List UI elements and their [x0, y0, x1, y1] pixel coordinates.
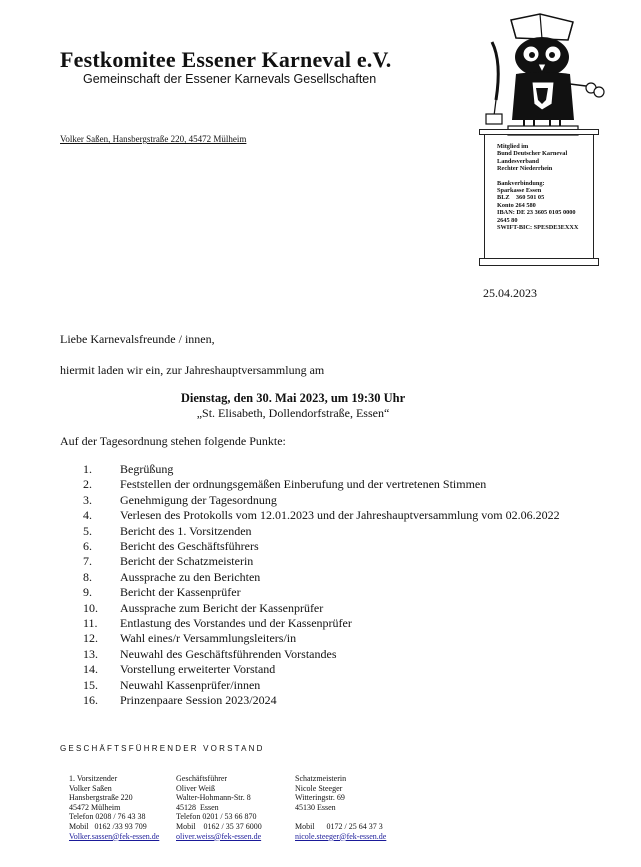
member-line: Mitglied im [497, 143, 529, 150]
agenda-item-text: Wahl eines/r Versammlungsleiters/in [120, 631, 297, 646]
agenda-item-number: 12. [83, 631, 98, 646]
agenda-item [83, 570, 560, 585]
member-name: Nicole Steeger [295, 783, 343, 793]
member-line: Rechter Niederrhein [497, 165, 553, 173]
member-city: 45472 Mülheim [69, 802, 121, 812]
event-date: Dienstag, den 30. Mai 2023, um 19:30 Uhr [180, 391, 406, 405]
member-line: Bund Deutscher Karneval [497, 150, 568, 158]
agenda-item-number: 8. [83, 569, 92, 584]
event-location: „St. Elisabeth, Dollendorfstraße, Essen“ [196, 406, 390, 420]
agenda-item-number: 11. [83, 616, 98, 631]
agenda-item [83, 524, 560, 539]
agenda-item-text: Bericht des Geschäftsführers [120, 539, 259, 554]
association-info-pillar [484, 133, 594, 263]
letterhead-title: Festkomitee Essener Karneval e.V. [60, 47, 392, 72]
agenda-item-text: Bericht des 1. Vorsitzenden [120, 523, 252, 538]
agenda-item [83, 508, 560, 523]
member-email-link[interactable]: oliver.weiss@fek-essen.de [176, 831, 262, 841]
board-member-chair [69, 774, 159, 841]
member-phone: Telefon 0208 / 76 43 38 [69, 812, 146, 822]
member-role: Geschäftsführer [176, 774, 228, 783]
agenda-item-text: Aussprache zu den Berichten [120, 569, 261, 584]
agenda-item-number: 16. [83, 693, 98, 708]
member-name: Volker Saßen [69, 783, 112, 793]
agenda-item [83, 539, 560, 554]
agenda-item-text: Bericht der Schatzmeisterin [120, 554, 254, 569]
agenda-item-number: 5. [83, 523, 92, 538]
agenda-item-text: Genehmigung der Tagesordnung [120, 492, 277, 507]
agenda-item-text: Bericht der Kassenprüfer [120, 585, 241, 600]
agenda-item-text: Vorstellung erweiterter Vorstand [120, 662, 276, 677]
member-email-link[interactable]: Volker.sassen@fek-essen.de [69, 831, 160, 841]
agenda-item-number: 13. [83, 646, 98, 661]
agenda-intro: Auf der Tagesordnung stehen folgende Punkte: [60, 434, 286, 448]
member-city: 45130 Essen [295, 802, 336, 812]
agenda-item [83, 631, 560, 646]
letterhead-subtitle: Gemeinschaft der Essener Karnevals Gesellschaften [83, 72, 377, 86]
member-street: Witteringstr. 69 [295, 793, 345, 803]
member-mobile: Mobil 0162 /33 93 709 [69, 821, 147, 831]
agenda-item-number: 10. [83, 600, 98, 615]
member-role: 1. Vorsitzender [69, 774, 118, 783]
agenda-item [83, 462, 560, 477]
agenda-item [83, 616, 560, 631]
member-phone [295, 812, 386, 822]
agenda-item-number: 9. [83, 585, 92, 600]
board-member-manager [176, 774, 262, 841]
agenda-item-text: Aussprache zum Bericht der Kassenprüfer [120, 600, 324, 615]
agenda-item [83, 554, 560, 569]
agenda-item-number: 2. [83, 477, 92, 492]
agenda-item-text: Feststellen der ordnungsgemäßen Einberufung und der vertretenen Stimmen [120, 477, 487, 492]
agenda-item-text: Neuwahl des Geschäftsführenden Vorstandes [120, 646, 337, 661]
agenda-item-number: 7. [83, 554, 92, 569]
agenda-item-number: 6. [83, 539, 92, 554]
board-heading: GESCHÄFTSFÜHRENDER VORSTAND [60, 744, 265, 753]
bank-line: Konto 264 580 [497, 201, 536, 209]
bank-line: IBAN: DE 23 3605 0105 0000 [497, 209, 576, 217]
member-line: Landesverband [497, 157, 539, 165]
greeting: Liebe Karnevalsfreunde / innen, [60, 332, 215, 346]
pillar-capital [479, 129, 599, 135]
member-role: Schatzmeisterin [295, 774, 347, 783]
agenda-item [83, 601, 560, 616]
agenda-item [83, 477, 560, 492]
bank-line: Sparkasse Essen [497, 187, 542, 195]
member-mobile: Mobil 0172 / 25 64 37 3 [295, 821, 383, 831]
owl-mascot-logo [478, 12, 608, 137]
agenda-item-number: 14. [83, 662, 98, 677]
agenda-item [83, 662, 560, 677]
member-city: 45128 Essen [176, 802, 219, 812]
sender-address-line: Volker Saßen, Hansbergstraße 220, 45472 Mülheim [60, 134, 247, 144]
agenda-item-number: 1. [83, 462, 92, 476]
agenda-item [83, 585, 560, 600]
agenda-item [83, 647, 560, 662]
agenda-item-text: Neuwahl Kassenprüfer/innen [120, 677, 261, 692]
agenda-item-text: Begrüßung [120, 462, 174, 476]
agenda-list [83, 462, 560, 709]
member-street: Hansbergstraße 220 [69, 793, 133, 803]
bank-line: Bankverbindung: [497, 179, 545, 187]
agenda-item-number: 15. [83, 677, 98, 692]
agenda-item-text: Entlastung des Vorstandes und der Kassenprüfer [120, 616, 352, 631]
agenda-item-text: Verlesen des Protokolls vom 12.01.2023 und der Jahreshauptversammlung vom 02.06.2022 [120, 508, 560, 523]
board-member-treasurer [295, 774, 386, 841]
member-email-link[interactable]: nicole.steeger@fek-essen.de [295, 831, 387, 841]
agenda-item [83, 693, 560, 708]
bank-line: SWIFT-BIC: SPESDE3EXXX [497, 224, 579, 232]
bank-line: 2645 80 [497, 216, 518, 224]
agenda-item-number: 4. [83, 508, 92, 523]
member-phone: Telefon 0201 / 53 66 870 [176, 812, 257, 822]
member-street: Walter-Hohmann-Str. 8 [176, 793, 251, 803]
agenda-item-text: Prinzenpaare Session 2023/2024 [120, 693, 277, 708]
invitation-intro: hiermit laden wir ein, zur Jahreshauptversammlung am [60, 363, 325, 377]
letter-date: 25.04.2023 [483, 286, 537, 300]
agenda-item [83, 493, 560, 508]
member-mobile: Mobil 0162 / 35 37 6000 [176, 821, 262, 831]
pillar-base [479, 258, 599, 266]
bank-line: BLZ 360 501 05 [497, 194, 545, 202]
agenda-item [83, 678, 560, 693]
member-name: Oliver Weiß [176, 783, 215, 793]
agenda-item-number: 3. [83, 492, 92, 507]
